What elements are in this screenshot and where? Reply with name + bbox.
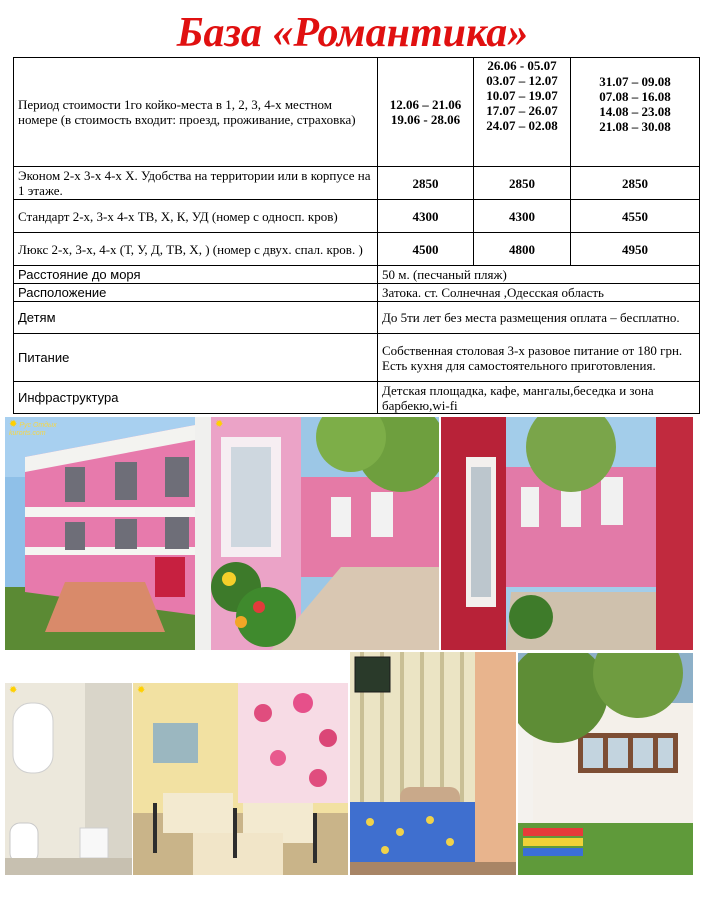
period-date: 21.08 – 30.08 [599, 119, 671, 134]
watermark-logo: ✹ [137, 685, 146, 696]
period-date: 19.06 - 28.06 [390, 112, 461, 127]
room-type-label: Стандарт 2-х, 3-х 4-х ТВ, Х, К, УД (номер с односп. кров) [14, 200, 378, 233]
info-label: Инфраструктура [14, 382, 378, 414]
price-cell: 2850 [474, 167, 571, 200]
period-date: 10.07 – 19.07 [486, 88, 558, 103]
price-cell: 4800 [474, 233, 571, 266]
info-value: До 5ти лет без места размещения оплата – бесплатно. [378, 302, 700, 334]
photo-red-doors [441, 417, 693, 650]
table-header-row [14, 58, 700, 167]
info-value: Затока. ст. Солнечная ,Одесская область [378, 284, 700, 302]
info-value: Детская площадка, кафе, мангалы,беседка и зона барбекю,wi-fi [378, 382, 700, 414]
period-date: 03.07 – 12.07 [486, 73, 558, 88]
period-date: 12.06 – 21.06 [389, 97, 462, 112]
table-row [14, 200, 700, 233]
period-date: 26.06 - 05.07 [487, 58, 557, 73]
photo-courtyard [211, 417, 439, 650]
price-cell: 2850 [571, 167, 700, 200]
period-column-3 [571, 58, 700, 167]
period-column-2 [474, 58, 571, 167]
period-date: 07.08 – 16.08 [599, 89, 671, 104]
price-table [13, 57, 700, 414]
period-date: 31.07 – 09.08 [599, 74, 671, 89]
photo-bedroom [350, 652, 516, 875]
watermark-logo: ✹ [9, 685, 18, 696]
price-cell: 4300 [474, 200, 571, 233]
period-date: 14.08 – 23.08 [599, 104, 671, 119]
table-row [14, 167, 700, 200]
period-column-1 [378, 58, 474, 167]
info-label: Расположение [14, 284, 378, 302]
period-date: 24.07 – 02.08 [486, 118, 558, 133]
price-cell: 4300 [378, 200, 474, 233]
price-cell: 4550 [571, 200, 700, 233]
table-row [14, 334, 700, 382]
room-type-label: Эконом 2-х 3-х 4-х Х. Удобства на территории или в корпусе на 1 этаже. [14, 167, 378, 200]
photo-building-exterior [5, 417, 211, 650]
price-cell: 4950 [571, 233, 700, 266]
photo-bathroom [5, 683, 132, 875]
price-cell: 4500 [378, 233, 474, 266]
room-type-label: Люкс 2-х, 3-х, 4-х (Т, У, Д, ТВ, Х, ) (номер с двух. спал. кров. ) [14, 233, 378, 266]
watermark-logo: ✹ [215, 419, 224, 430]
info-value: 50 м. (песчаный пляж) [378, 266, 700, 284]
table-row [14, 284, 700, 302]
price-cell: 2850 [378, 167, 474, 200]
header-label: Период стоимости 1го койко-места в 1, 2, 3, 4-х местном номере (в стоимость входит: проезд, проживание, страховка) [14, 58, 378, 167]
period-date: 17.07 – 26.07 [486, 103, 558, 118]
watermark-logo: ✹ Рус Отдых kurorts.com [9, 419, 57, 437]
info-label: Расстояние до моря [14, 266, 378, 284]
table-row [14, 382, 700, 414]
info-label: Питание [14, 334, 378, 382]
page-title: База «Романтика» [176, 10, 529, 56]
photo-dining-room [133, 683, 348, 875]
table-row [14, 302, 700, 334]
info-label: Детям [14, 302, 378, 334]
photo-bench-garden [518, 653, 693, 875]
table-row [14, 266, 700, 284]
table-row [14, 233, 700, 266]
info-value: Собственная столовая 3-х разовое питание от 180 грн. Есть кухня для самостоятельного приготовления. [378, 334, 700, 382]
